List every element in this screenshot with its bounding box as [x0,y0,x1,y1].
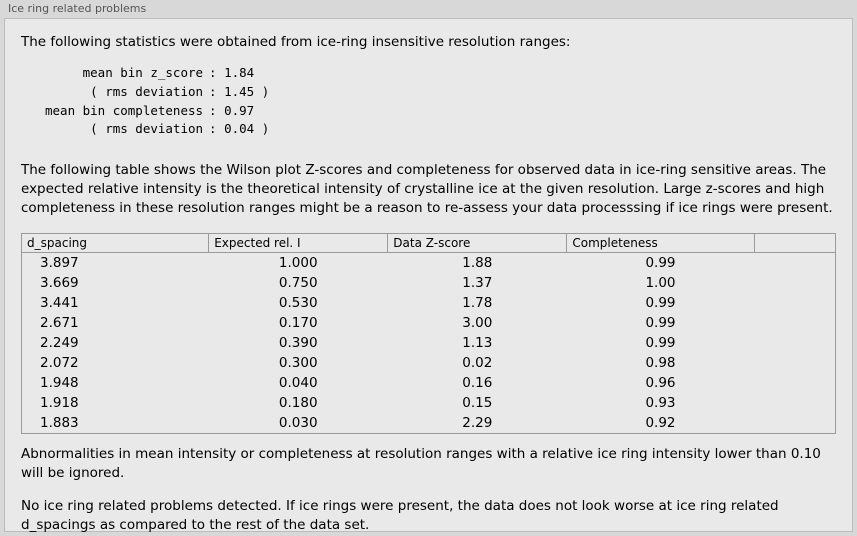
column-header-completeness: Completeness [567,233,754,252]
statistics-value [209,64,269,83]
cell-completeness: 0.92 [567,413,754,434]
cell-expected-rel-i: 0.040 [209,373,388,393]
cell-data-z-score: 0.16 [388,373,567,393]
table-body [22,252,836,433]
footnotes [21,445,836,536]
table-row [22,252,836,273]
cell-expected-rel-i: 0.170 [209,313,388,333]
cell-data-z-score: 3.00 [388,313,567,333]
cell-data-z-score: 0.15 [388,393,567,413]
statistics-label: ( rms deviation [90,121,204,137]
cell-completeness: 0.99 [567,252,754,273]
cell-spacer [754,273,835,293]
footnote-conclusion: No ice ring related problems detected. If ice rings were present, the data does not look worse at ice ring related d_spacings as compared to the rest of the data set. [21,497,779,534]
statistics-separator: : [209,83,217,99]
statistics-value [209,83,269,102]
table-row [22,353,836,373]
statistics-number: 0.97 [224,102,255,118]
statistics-table [45,64,269,139]
cell-spacer [754,313,835,333]
cell-data-z-score: 0.02 [388,353,567,373]
statistics-row [45,102,269,121]
statistics-row [45,83,269,102]
cell-expected-rel-i: 0.390 [209,333,388,353]
statistics-row [45,120,269,139]
cell-expected-rel-i: 0.530 [209,293,388,313]
window-title: Ice ring related problems [8,2,147,15]
table-row [22,413,836,434]
column-header-spacer [754,233,835,252]
statistics-separator: : [209,65,217,81]
cell-d-spacing: 2.072 [22,353,209,373]
cell-spacer [754,373,835,393]
column-header-expected-rel-i: Expected rel. I [209,233,388,252]
statistics-row [45,64,269,83]
cell-d-spacing: 1.948 [22,373,209,393]
cell-data-z-score: 1.88 [388,252,567,273]
table-row [22,333,836,353]
column-header-data-z-score: Data Z-score [388,233,567,252]
statistics-number: 1.84 [224,65,255,81]
cell-data-z-score: 1.37 [388,273,567,293]
table-row [22,313,836,333]
cell-completeness: 0.99 [567,333,754,353]
table-row [22,293,836,313]
cell-d-spacing: 1.883 [22,413,209,434]
intro-paragraph: The following statistics were obtained from ice-ring insensitive resolution ranges: [21,34,571,50]
ice-ring-table [21,233,836,434]
statistics-value [209,102,269,121]
statistics-label: mean bin z_score [82,65,204,81]
statistics-number: 0.04 ) [224,121,270,137]
cell-data-z-score: 1.78 [388,293,567,313]
footnote-threshold: Abnormalities in mean intensity or completeness at resolution ranges with a relative ice ring intensity lower than 0.10 will be ignored. [21,445,821,481]
cell-data-z-score: 2.29 [388,413,567,434]
table-header-row [22,233,836,252]
report-panel [4,18,853,532]
cell-d-spacing: 3.669 [22,273,209,293]
cell-d-spacing: 3.441 [22,293,209,313]
cell-d-spacing: 1.918 [22,393,209,413]
cell-expected-rel-i: 0.030 [209,413,388,434]
cell-spacer [754,393,835,413]
cell-completeness: 1.00 [567,273,754,293]
statistics-number: 1.45 ) [224,83,270,99]
cell-d-spacing: 2.249 [22,333,209,353]
cell-d-spacing: 2.671 [22,313,209,333]
statistics-separator: : [209,102,217,118]
cell-expected-rel-i: 0.300 [209,353,388,373]
cell-spacer [754,413,835,434]
statistics-label: mean bin completeness [45,102,204,118]
cell-spacer [754,353,835,373]
statistics-label: ( rms deviation [90,83,204,99]
cell-expected-rel-i: 1.000 [209,252,388,273]
table-row [22,373,836,393]
cell-data-z-score: 1.13 [388,333,567,353]
statistics-value [209,120,269,139]
cell-completeness: 0.99 [567,313,754,333]
cell-completeness: 0.93 [567,393,754,413]
cell-completeness: 0.98 [567,353,754,373]
cell-completeness: 0.96 [567,373,754,393]
cell-completeness: 0.99 [567,293,754,313]
statistics-block [21,64,836,139]
table-row [22,273,836,293]
table-row [22,393,836,413]
cell-spacer [754,293,835,313]
cell-spacer [754,252,835,273]
cell-d-spacing: 3.897 [22,252,209,273]
statistics-separator: : [209,121,217,137]
description-paragraph: The following table shows the Wilson plot Z-scores and completeness for observed data in ice-ring sensitive areas. The expected relative intensity is the theoretical intensity of crystalline ice at the given resolution. Large z-scores and high completeness in these resolution ranges might be a reason to re-assess your data processsing if ice rings were present. [21,162,833,217]
column-header-d-spacing: d_spacing [22,233,209,252]
cell-expected-rel-i: 0.180 [209,393,388,413]
cell-spacer [754,333,835,353]
window-titlebar [0,0,857,18]
cell-expected-rel-i: 0.750 [209,273,388,293]
